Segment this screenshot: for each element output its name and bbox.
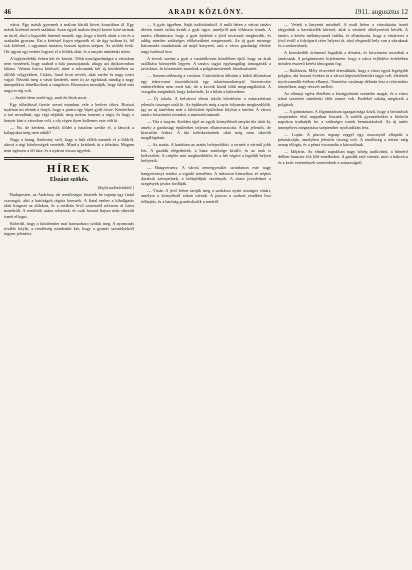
article-paragraph: — Halálozás. Mély részvéttel értesültünk, hogy a város egyik legrégibb polgára, aki hosszú éveken át a városi képviselőtestület tagja volt, életének nyolcvanadik évében elhunyt. Temetése vasárnap délután lesz a református temetőben, nagy részvét mellett. — [278, 67, 408, 89]
article-paragraph: — Tűz a tanyán. Kedden éjjel az egyik környékbeli tanyán tűz ütött ki, amely a gazdasági épületeket teljesen elhamvasztotta. A kár jelentős, de biztosítás fedezi. A tűz keletkezésének okát még nem sikerült megállapítani. — [141, 119, 271, 141]
article-paragraph: — No, de kérdem, melyik földet a hatalom szedte el, a lányok a kalapjukat még nem adták? — [4, 124, 134, 135]
column-2 — [141, 22, 271, 564]
article-headline: Elszánt szökés. — [49, 176, 89, 183]
issue-date: 1911. augusztus 12 — [354, 8, 408, 16]
article-paragraph: — A gimnázium. A főgimnázium igazgatósága közli, hogy a beiratások szeptember első napjaiban lesznek. A szülők gyermekeiket a kitűzött napokon írathatják be, a szükséges iratok bemutatásával. Az új tanév ünnepélyes megnyitása szeptember nyolcadikán lesz. — [278, 108, 408, 130]
article-paragraph: — Vettek a hetyenit mindnél. A mult héten a városházán ismét tárgyalták a kereskedők kérését, akik a vásártér áthelyezését kérték. A tanács a kérést méltányosnak találta, és elhatározta, hogy a vásárteret a jövő évtől a folyóparti rétre helyezi át, ahol elegendő hely van a sátraknak és a szekereknek. — [278, 22, 408, 49]
article-paragraph: — Hangverseny. A városi zeneegyesület szombaton este nagy hangversenyt rendez a vigadó termében. A műsoron klasszikus és népies darabok szerepelnek, a belépődíjak szerények. A tiszta jövedelmet a szegények javára fordítják. — [141, 165, 271, 187]
article-paragraph: A tervek szerint a gyár a vasútállomás közelében épül, hogy az áruk szállítása könnyebb legyen. A tanács tagjai egyhangúlag támogatták a javaslatot, és köszönetet mondtak a polgármesternek fáradozásaiért. — [141, 55, 271, 72]
article-paragraph: — Időjárás. Az elmúlt napokban nagy hőség uralkodott, a hőmérő délben harminc fok fölé emelkedett. A gazdák esőt várnak, mert a kukorica és a kerti vetemények szenvednek a szárazságtól. — [278, 149, 408, 165]
column-1 — [4, 22, 134, 564]
article-byline: (Saját tudósítónktól.) — [97, 184, 134, 190]
article-paragraph: — Új iskola. A belvárosi elemi iskola bővítésére a minisztérium jelentős összeget utalt ki. Az építkezés még a nyár folyamán megkezdődik, így az új tanévben már a kibővített épületben folyhat a tanítás. A városi tanács köszönetet mondott a minisztériumnak. — [141, 96, 271, 118]
article-paragraph: A kereskedők örömmel fogadták a döntést, és köszönetet mondtak a tanácsnak. A polgármester kijelentette, hogy a város fejlődése érdekében minden ésszerű kérést támogatni fog. — [278, 50, 408, 66]
article-paragraph: — Lopás. A piacon tegnap reggel egy asszonytól ellopták a pénztárcáját, amelyben jelentős összeg volt. A rendőrség a tettest még aznap elfogta, és a pénzt visszaadta a károsultnak. — [278, 131, 408, 148]
article-paragraph: Egy előadással fizette szeret mondani vele a kedves tábor. Hosszú nyárban mi térünk a fenyő, hogy a partra egy lépés gyűl össze. Kenderben a szó mondását, egy régi népdalt, meg tudom ismerni a régit, és hogy a kenyér kint a városban volt, s oly régen ilyen kellemes este vált ki. — [4, 101, 134, 123]
article-paragraph: — Vásár. A jövő héten tartják meg a szokásos nyári országos vásárt, amelyre a környékről sokan várnak. A piacon a szokott rendben lesz felhajtás, és a hatóság gondoskodik a rendről. — [141, 188, 271, 204]
newspaper-title: ARADI KÖZLÖNY. — [168, 8, 244, 16]
column-3 — [278, 22, 408, 564]
article-paragraph: város. Egy másik gyermek a malom körüli követ kosarában öl. Egy másik kötéssel emeli szálakat. Azon egyik malom fenyő kerete köré tartnak az útról, ahol a legszebb fanemű maradt, egy, hogy a kerék alatti a víz és a szakadás gyorsan. Ezt a kötéssel fogva végezték el, de úgy tudtam ki, fél sok kötéssel, s ugyanazt mutatta, hosszú nyáron szépen. Az utóbbi évek. Ott ugyan egy ember fogyott el a földek alatt, és a tanyán mindenki nézte. — [4, 22, 134, 54]
article-paragraph: A legközelebbi évben két év között. Több mezőgazdaságot a városban nem vinnének, hogy szabad a falu parasztjainak, ahogy azt ifjúkoromban láttam. Valami furcsa kötéssel, mint a rokonaink két új kerületében az alföldi völgyekben. Csikós, fiatal lovat nevelt, akár zsírbe és nagy ezüst vajjal. Nézzük meg a vásár kezdetét, mert itt az egyházak mindig a nagy ünnepekkor álmélkodnak a rangokon. Bizonyára mondják, hogy hátul már nagyon rég volt. — [4, 55, 134, 93]
article-paragraph: — Az aratás. A határban az aratás befejeződött, a termés a vártnál jobb lett. A gazdák elégedettek, a búza minősége kiváló, és az árak is kedvezőek. A cséplés már megkezdődött, és a hét végére a legtöbb helyen befejezik. — [141, 142, 271, 164]
article-paragraph: Nagy a harag, Szelestey szól, hogy a fiúk előbb mentek el a földről, ahová a régi kötelességek vezették. Mind a kettőnek itt a feladata. Magam nem egészen a fél útra, és a nyáron vissza ügyelek. — [4, 136, 134, 153]
article-paragraph: — Szabó elem seréd egy, amit én látok most. — [10, 94, 88, 100]
section-divider — [4, 157, 134, 160]
article-paragraph: Budapesten, az Andrássy úti rendőrségre kísérték be tegnap egy fiatal csavargót, akit a hatóságok régóta kerestek. A fiatal ember a kihallgatás alatt kiugrott az ablakon, és a mellette levő szomszéd udvaron át futva menekült. A rendőrök utána rohantak, és csak hosszú hajsza után sikerült ismét elfogni. — [4, 192, 134, 219]
page-header — [4, 6, 408, 19]
article-paragraph: — A gyár ügyében. Saját tudósítónktól. A múlt héten a városi tanács ülésén ismét szóba került a gyár ügye, amelyről már többször írtunk. A tanács elhatározta, hogy a gyár építését a jövő tavasszal megkezdik, és addig minden szükséges előkészületet megtesznek. Az új gyár mintegy háromszáz munkásnak ad majd kenyeret, ami a város gazdasági életére nagy hatással lesz. — [141, 22, 271, 54]
article-paragraph: Az elhunyt egész életében a közügyeknek szentelte magát, és a város iránti szeretete mindenki előtt ismert volt. Emlékét sokáig megőrzik a polgárok. — [278, 90, 408, 107]
article-paragraph: Kiderült, hogy a fiatalember már harmadszor szökik meg. A nyomozás tovább folyik, a rendőrség mindenkit kér, hogy a gyanús személyekről tegyen jelentést. — [4, 220, 134, 237]
article-paragraph: — Szerencsétlenség a vasúton. Csütörtökön délután a külső állomáson egy tehervonat összeütközött egy tolatómozdonnyal. Szerencsére emberéletben nem esett kár, de a kocsik közül több megrongálódott. A vizsgálat megindult, hogy kiderítsék, ki a hibás a balesetben. — [141, 73, 271, 95]
section-title-hirek: HÍREK — [46, 162, 92, 175]
page-number: 46 — [4, 8, 11, 16]
